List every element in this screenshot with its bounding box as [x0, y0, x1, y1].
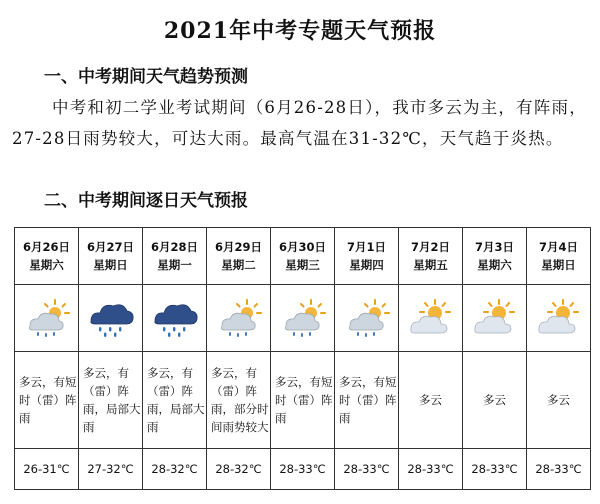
date-label: 7月1日: [346, 240, 386, 254]
date-cell: [271, 228, 335, 285]
date-cell: [79, 228, 143, 285]
description-cell: 多云，有短时（雷）阵雨: [271, 352, 335, 449]
sun-cloud-rain-icon: [335, 298, 398, 338]
weekday-label: 星期日: [93, 258, 128, 272]
date-label: 6月27日: [86, 240, 134, 254]
description-cell: 多云，有（雷）阵雨，局部大雨: [143, 352, 207, 449]
icon-cell: [207, 285, 271, 352]
temperature-cell: 28-33℃: [463, 449, 527, 490]
description-cell: 多云，有短时（雷）阵雨: [15, 352, 79, 449]
forecast-table: [14, 227, 591, 490]
description-cell: 多云，有短时（雷）阵雨: [335, 352, 399, 449]
description-row: [15, 352, 591, 449]
temperature-cell: 26-31℃: [15, 449, 79, 490]
section-2-heading: 二、中考期间逐日天气预报: [44, 191, 248, 211]
weekday-label: 星期五: [413, 258, 448, 272]
temperature-cell: 28-33℃: [527, 449, 591, 490]
date-cell: [207, 228, 271, 285]
weekday-label: 星期一: [157, 258, 192, 272]
icon-cell: [335, 285, 399, 352]
temperature-cell: 28-33℃: [271, 449, 335, 490]
temperature-cell: 27-32℃: [79, 449, 143, 490]
icon-cell: [79, 285, 143, 352]
weekday-label: 星期六: [29, 258, 64, 272]
partly-cloudy-icon: [399, 298, 462, 338]
icon-row: [15, 285, 591, 352]
temperature-cell: 28-32℃: [207, 449, 271, 490]
sun-cloud-rain-icon: [207, 298, 270, 338]
heavy-rain-cloud-icon: [143, 298, 206, 338]
section-1-text: 中考和初二学业考试期间（6月26-28日），我市多云为主，有阵雨，27-28日雨势较大，可达大雨。最高气温在31-32℃，天气趋于炎热。: [12, 98, 587, 148]
weekday-label: 星期二: [221, 258, 256, 272]
page-title: 2021年中考专题天气预报: [163, 18, 437, 44]
icon-cell: [463, 285, 527, 352]
icon-cell: [143, 285, 207, 352]
weekday-label: 星期六: [477, 258, 512, 272]
partly-cloudy-icon: [463, 298, 526, 338]
description-cell: 多云: [527, 352, 591, 449]
description-cell: 多云: [399, 352, 463, 449]
date-cell: [15, 228, 79, 285]
weekday-label: 星期日: [541, 258, 576, 272]
section-1-heading: 一、中考期间天气趋势预测: [44, 67, 248, 87]
icon-cell: [527, 285, 591, 352]
description-cell: 多云: [463, 352, 527, 449]
date-cell: [335, 228, 399, 285]
date-label: 7月3日: [474, 240, 514, 254]
date-cell: [399, 228, 463, 285]
date-label: 6月28日: [150, 240, 198, 254]
temperature-cell: 28-32℃: [143, 449, 207, 490]
sun-cloud-rain-icon: [271, 298, 334, 338]
description-cell: 多云，有（雷）阵雨，部分时间雨势较大: [207, 352, 271, 449]
section-1-paragraph: [12, 92, 588, 154]
description-cell: 多云，有（雷）阵雨，局部大雨: [79, 352, 143, 449]
partly-cloudy-icon: [527, 298, 590, 338]
weekday-label: 星期三: [285, 258, 320, 272]
date-cell: [463, 228, 527, 285]
sun-cloud-rain-icon: [15, 298, 78, 338]
date-label: 6月26日: [22, 240, 70, 254]
icon-cell: [15, 285, 79, 352]
icon-cell: [271, 285, 335, 352]
date-label: 6月29日: [214, 240, 262, 254]
date-cell: [143, 228, 207, 285]
date-row: [15, 228, 591, 285]
temperature-cell: 28-33℃: [335, 449, 399, 490]
temperature-row: [15, 449, 591, 490]
date-label: 6月30日: [278, 240, 326, 254]
weekday-label: 星期四: [349, 258, 384, 272]
temperature-cell: 28-33℃: [399, 449, 463, 490]
icon-cell: [399, 285, 463, 352]
date-label: 7月4日: [538, 240, 578, 254]
heavy-rain-cloud-icon: [79, 298, 142, 338]
date-cell: [527, 228, 591, 285]
date-label: 7月2日: [410, 240, 450, 254]
